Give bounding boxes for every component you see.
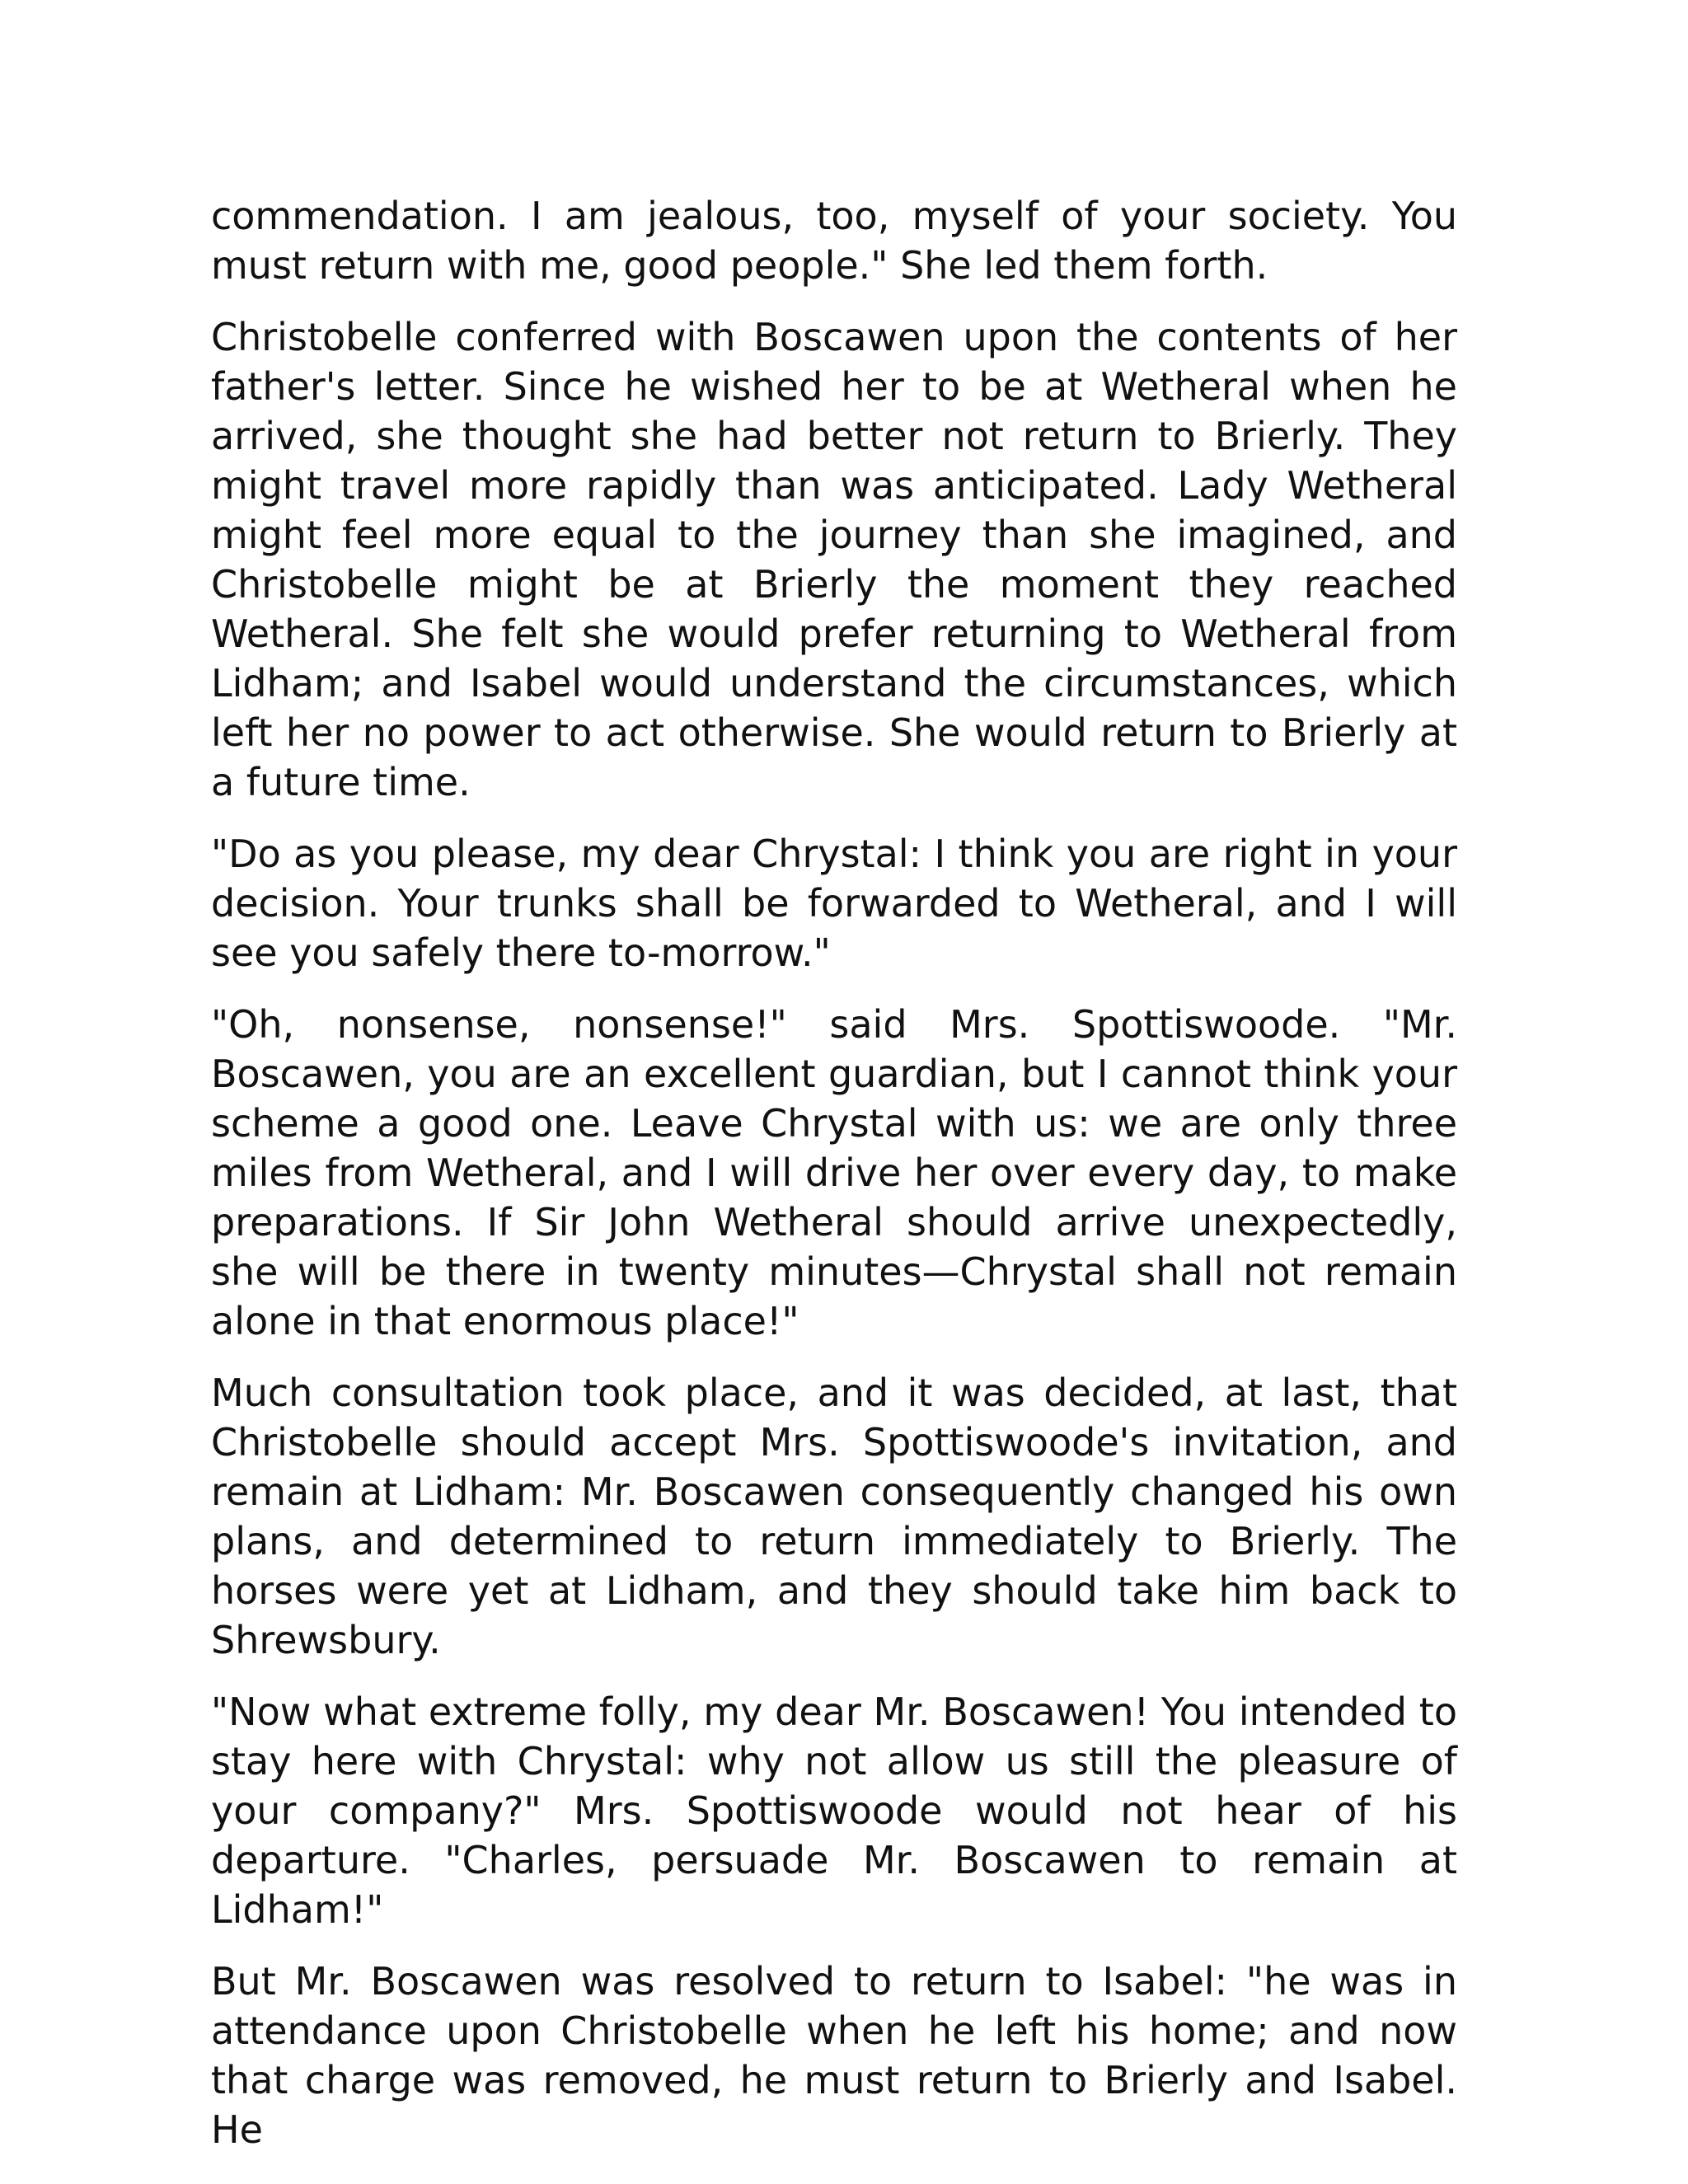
paragraph-6: "Now what extreme folly, my dear Mr. Boscawen! You intended to stay here with Chrystal: why not allow us still the pleasure of your company?" Mrs. Spottiswoode would not hear of his departure. "Charles, persuade Mr. Boscawen to remain at Lidham!"	[211, 1690, 1457, 1932]
paragraph-4: "Oh, nonsense, nonsense!" said Mrs. Spottiswoode. "Mr. Boscawen, you are an excellent guardian, but I cannot think your scheme a good one. Leave Chrystal with us: we are only three miles from Wetheral, and I will drive her over every day, to make preparations. If Sir John Wetheral should arrive unexpectedly, she will be there in twenty minutes—Chrystal shall not remain alone in that enormous place!"	[211, 1002, 1457, 1343]
document-page	[211, 191, 1457, 2177]
paragraph-2: Christobelle conferred with Boscawen upon the contents of her father's letter. Since he wished her to be at Wetheral when he arrived, she thought she had better not return to Brierly. They might travel more rapidly than was anticipated. Lady Wetheral might feel more equal to the journey than she imagined, and Christobelle might be at Brierly the moment they reached Wetheral. She felt she would prefer returning to Wetheral from Lidham; and Isabel would understand the circumstances, which left her no power to act otherwise. She would return to Brierly at a future time.	[211, 315, 1457, 804]
paragraph-3: "Do as you please, my dear Chrystal: I think you are right in your decision. Your trunks shall be forwarded to Wetheral, and I will see you safely there to-morrow."	[211, 832, 1457, 975]
paragraph-7: But Mr. Boscawen was resolved to return to Isabel: "he was in attendance upon Christobelle when he left his home; and now that charge was removed, he must return to Brierly and Isabel. He	[211, 1959, 1457, 2152]
paragraph-5: Much consultation took place, and it was decided, at last, that Christobelle should accept Mrs. Spottiswoode's invitation, and remain at Lidham: Mr. Boscawen consequently changed his own plans, and determined to return immediately to Brierly. The horses were yet at Lidham, and they should take him back to Shrewsbury.	[211, 1371, 1457, 1662]
paragraph-1: commendation. I am jealous, too, myself of your society. You must return with me, good people." She led them forth.	[211, 194, 1457, 288]
